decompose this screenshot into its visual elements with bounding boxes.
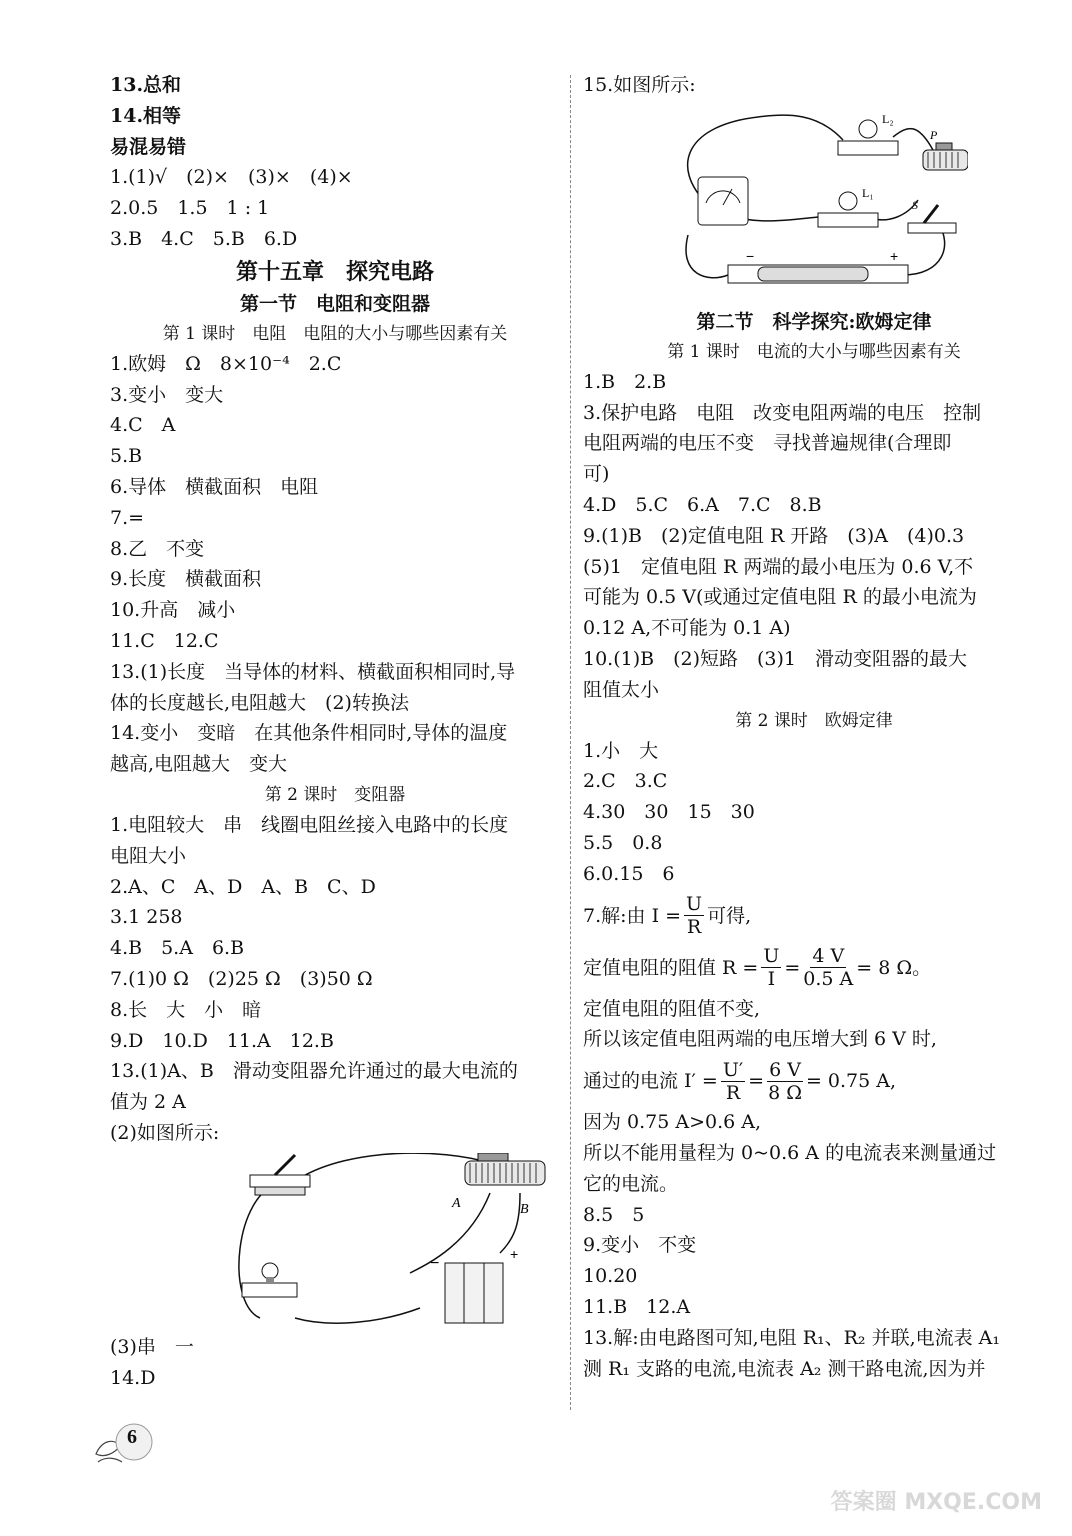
page-number-badge: [92, 1410, 162, 1470]
switch-base: [908, 223, 956, 233]
answer-line: 8.5 5: [583, 1203, 645, 1226]
answer-line: 7.=: [110, 506, 145, 529]
answer-line: 1.(1)√ (2)× (3)× (4)×: [110, 166, 353, 189]
chapter-title: 第十五章 探究电路: [235, 258, 434, 285]
circuit-diagram: [668, 105, 968, 295]
page-number: 6: [127, 1426, 137, 1448]
battery-minus: −: [430, 1254, 440, 1272]
confusion-heading: 易混易错: [110, 135, 187, 158]
switch-lever: [275, 1155, 295, 1175]
watermark: [831, 1485, 1042, 1516]
fraction: [721, 1059, 745, 1104]
fraction-numerator: U′: [722, 1058, 744, 1081]
formula-line: [583, 1055, 1045, 1107]
circuit-figure-parallel-lamps: [583, 105, 1045, 295]
answer-line: 所以该定值电阻两端的电压增大到 6 V 时,: [583, 1028, 937, 1051]
fraction-numerator: U: [763, 945, 780, 968]
answer-line: 3.保护电路 电阻 改变电阻两端的电压 控制: [583, 401, 982, 424]
answer-line: 4.C A: [110, 414, 176, 437]
battery: [445, 1263, 503, 1323]
lamp-l1-label: L₁: [862, 185, 874, 200]
terminal-a-label: A: [452, 1195, 461, 1211]
lamp-l2-base: [838, 141, 898, 155]
answer-line: 1.欧姆 Ω 8×10⁻⁴ 2.C: [110, 352, 342, 375]
answer-line: 定值电阻的阻值不变,: [583, 997, 761, 1020]
answer-line: 10.(1)B (2)短路 (3)1 滑动变阻器的最大: [583, 647, 968, 670]
formula-text: = 0.75 A,: [805, 1070, 897, 1093]
answer-line: 越高,电阻越大 变大: [110, 753, 288, 776]
fraction-denominator: R: [686, 916, 702, 939]
slider-p-label: P: [930, 127, 938, 142]
fraction-denominator: I: [767, 968, 776, 991]
battery: [758, 267, 868, 281]
answer-line: 7.(1)0 Ω (2)25 Ω (3)50 Ω: [110, 967, 373, 990]
answer-line: (5)1 定值电阻 R 两端的最小电压为 0.6 V,不: [583, 555, 974, 578]
answer-line: 6.0.15 6: [583, 862, 675, 885]
formula-text: =: [748, 1070, 765, 1093]
answer-line: 3.B 4.C 5.B 6.D: [110, 227, 298, 250]
answer-line: 13.(1)A、B 滑动变阻器允许通过的最大电流的: [110, 1060, 518, 1083]
battery-minus: −: [746, 247, 755, 264]
answer-line: 6.导体 横截面积 电阻: [110, 475, 319, 498]
fraction-numerator: 4 V: [812, 945, 845, 968]
formula-text: =: [784, 956, 801, 979]
right-column: [583, 70, 1045, 1384]
answer-line: 8.长 大 小 暗: [110, 998, 262, 1021]
answer-line: 2.0.5 1.5 1 : 1: [110, 197, 270, 220]
battery-plus: +: [890, 247, 899, 264]
fraction-numerator: U: [686, 893, 703, 916]
answer-line: 14.D: [110, 1366, 156, 1389]
circuit-diagram: [220, 1153, 560, 1328]
answer-line: 14.变小 变暗 在其他条件相同时,导体的温度: [110, 722, 508, 745]
answer-line: 9.(1)B (2)定值电阻 R 开路 (3)A (4)0.3: [583, 524, 965, 547]
battery-plus: +: [510, 1245, 519, 1262]
ammeter: [698, 177, 748, 225]
section-title: 第一节 电阻和变阻器: [239, 292, 430, 315]
lamp-l1-base: [818, 213, 878, 227]
answer-line: 2.C 3.C: [583, 770, 668, 793]
answer-line: 体的长度越长,电阻越大 (2)转换法: [110, 691, 409, 714]
answer-line: 2.A、C A、D A、B C、D: [110, 875, 376, 898]
answer-line: 13.(1)长度 当导体的材料、横截面积相同时,导: [110, 660, 516, 683]
answer-line: 所以不能用量程为 0~0.6 A 的电流表来测量通过: [583, 1141, 997, 1164]
answer-line: 3.1 258: [110, 906, 183, 929]
lesson-title: 第 2 课时 变阻器: [264, 784, 406, 805]
answer-line: 9.D 10.D 11.A 12.B: [110, 1029, 334, 1052]
formula-line: [583, 890, 1045, 942]
answer-line: 5.5 0.8: [583, 831, 663, 854]
answer-line: 0.12 A,不可能为 0.1 A): [583, 617, 791, 640]
answer-line: 10.升高 减小: [110, 599, 236, 622]
lamp-l1-bulb: [839, 192, 857, 210]
answer-line: (3)串 一: [110, 1335, 194, 1358]
answer-line: 因为 0.75 A>0.6 A,: [583, 1111, 762, 1134]
answer-line: 可能为 0.5 V(或通过定值电阻 R 的最小电流为: [583, 586, 977, 609]
left-column: [110, 70, 560, 1393]
answer-line: 阻值太小: [583, 678, 660, 701]
answer-line: 4.D 5.C 6.A 7.C 8.B: [583, 493, 822, 516]
answer-line: 10.20: [583, 1265, 638, 1288]
answer-line: 4.30 30 15 30: [583, 801, 755, 824]
answer-line: 15.如图所示:: [583, 74, 696, 96]
formula-text: 定值电阻的阻值 R =: [583, 956, 759, 979]
section-title: 第二节 科学探究:欧姆定律: [696, 310, 932, 333]
answer-line: 值为 2 A: [110, 1091, 186, 1114]
formula-text: = 8 Ω。: [856, 956, 932, 979]
answer-line: 8.乙 不变: [110, 537, 205, 560]
fraction: [767, 1059, 803, 1104]
circuit-figure-rheostat: [110, 1153, 560, 1328]
answer-line: 它的电流。: [583, 1172, 679, 1195]
answer-line: 13.解:由电路图可知,电阻 R₁、R₂ 并联,电流表 A₁: [583, 1326, 1000, 1349]
terminal-b-label: B: [520, 1201, 529, 1217]
answer-line: (2)如图所示:: [110, 1121, 220, 1144]
formula-line: [583, 942, 1045, 994]
answer-line: 9.变小 不变: [583, 1234, 697, 1257]
column-divider: [570, 75, 571, 1410]
answer-line: 1.B 2.B: [583, 370, 667, 393]
lesson-title: 第 1 课时 电阻 电阻的大小与哪些因素有关: [162, 323, 508, 344]
fraction-denominator: 0.5 A: [803, 968, 854, 991]
answer-line: 1.小 大: [583, 739, 659, 762]
switch-lever: [924, 205, 938, 223]
formula-text: 通过的电流 I′ =: [583, 1070, 718, 1093]
answer-line: 11.C 12.C: [110, 629, 219, 652]
lamp-base: [242, 1283, 297, 1297]
formula-text: 可得,: [707, 904, 752, 927]
fraction-denominator: 8 Ω: [768, 1081, 802, 1104]
switch-base: [250, 1175, 310, 1187]
answer-line: 4.B 5.A 6.B: [110, 937, 245, 960]
lamp-bulb: [262, 1263, 278, 1279]
lesson-title: 第 2 课时 欧姆定律: [735, 710, 893, 731]
lamp-l2-bulb: [859, 120, 877, 138]
switch-s-label: S: [912, 197, 918, 212]
answer-line: 电阻大小: [110, 844, 187, 867]
lesson-title: 第 1 课时 电流的大小与哪些因素有关: [667, 341, 961, 362]
lamp-l2-label: L₂: [882, 111, 894, 126]
answer-line: 5.B: [110, 445, 143, 468]
answer-line: 1.电阻较大 串 线圈电阻丝接入电路中的长度: [110, 813, 509, 836]
formula-text: 7.解:由 I =: [583, 904, 682, 927]
fraction: [684, 893, 704, 938]
answer-line: 3.变小 变大: [110, 383, 224, 406]
fraction-denominator: R: [725, 1081, 741, 1104]
watermark-text: 答案圈 MXQE.COM: [830, 1490, 1042, 1515]
fraction: [761, 945, 781, 990]
answer-line: 测 R₁ 支路的电流,电流表 A₂ 测干路电流,因为并: [583, 1357, 986, 1380]
rheostat: [465, 1161, 545, 1185]
fraction: [803, 945, 853, 990]
answer-line: 可): [583, 463, 610, 486]
answer-line: 电阻两端的电压不变 寻找普遍规律(合理即: [583, 432, 952, 455]
answer-line: 9.长度 横截面积: [110, 568, 262, 591]
answer-line: 13.总和: [110, 74, 182, 96]
fraction-numerator: 6 V: [769, 1058, 801, 1081]
answer-line: 14.相等: [110, 104, 182, 127]
answer-line: 11.B 12.A: [583, 1295, 691, 1318]
